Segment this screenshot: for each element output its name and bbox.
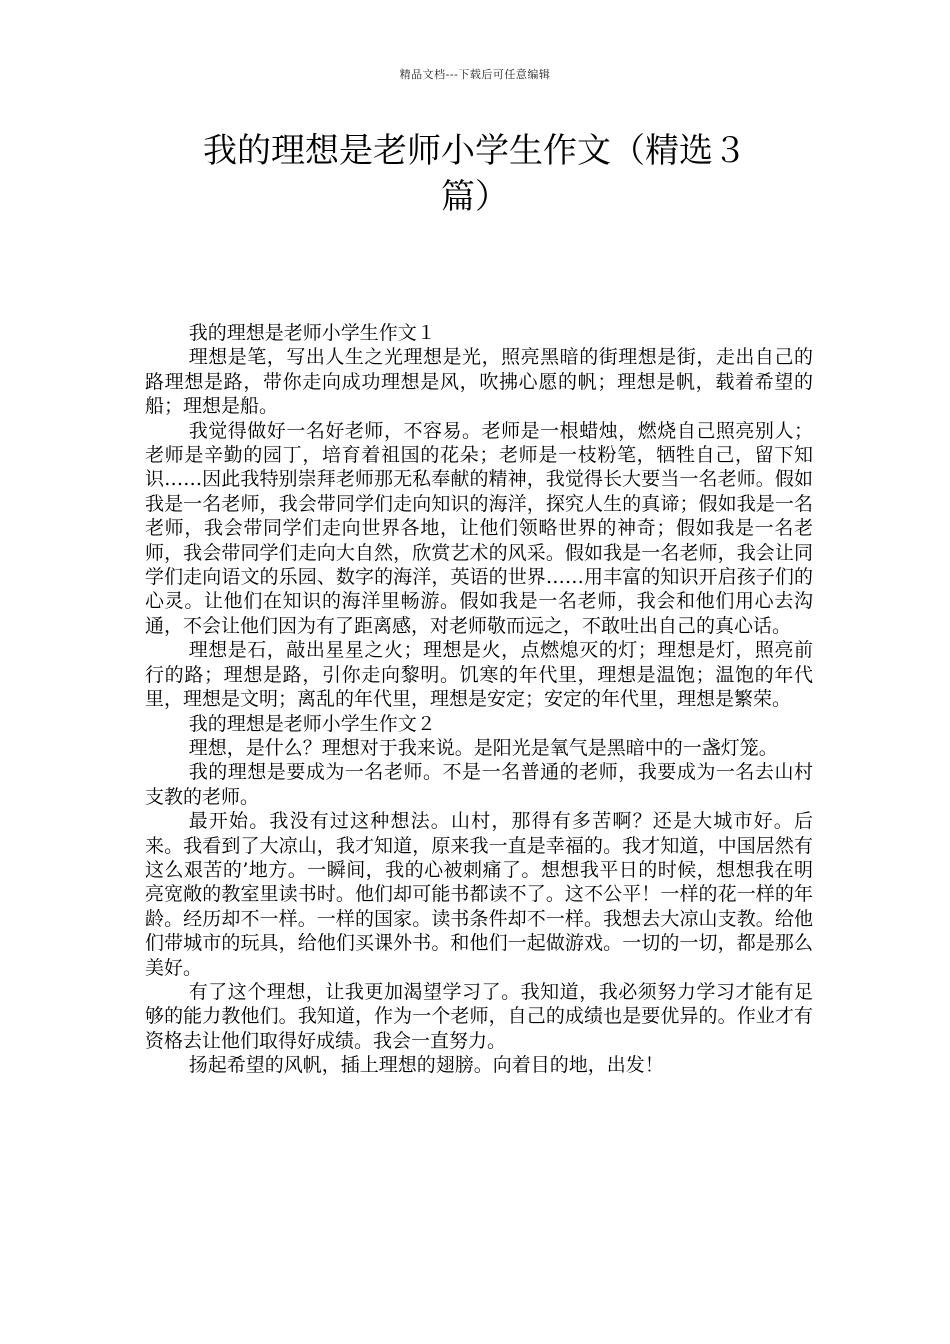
paragraph: 理想是笔，写出人生之光理想是光，照亮黑暗的街理想是街，走出自己的路理想是路，带你走向成功理想是风，吹拂心愿的帆；理想是帆，载着希望的船；理想是船。 <box>145 346 813 418</box>
paragraph: 理想是石，敲出星星之火；理想是火，点燃熄灭的灯；理想是灯，照亮前行的路；理想是路，引你走向黎明。饥寒的年代里，理想是温饱；温饱的年代里，理想是文明；离乱的年代里，理想是安定；安定的年代里，理想是繁荣。 <box>145 639 813 711</box>
title-line-2: 篇） <box>441 177 509 217</box>
document-title <box>150 128 800 220</box>
title-line-1: 我的理想是老师小学生作文（精选３ <box>203 131 747 171</box>
paragraph: 扬起希望的风帆，插上理想的翅膀。向着目的地，出发！ <box>188 1054 664 1077</box>
paragraph: 我的理想是要成为一名老师。不是一名普通的老师，我要成为一名去山村支教的老师。 <box>145 761 813 808</box>
paragraph: 理想，是什么？理想对于我来说。是阳光是氧气是黑暗中的一盏灯笼。 <box>188 736 778 759</box>
essay-heading-1: 我的理想是老师小学生作文１ <box>188 322 436 344</box>
essay-heading-2: 我的理想是老师小学生作文２ <box>188 712 436 735</box>
article-body <box>145 321 813 1078</box>
paragraph: 最开始。我没有过这种想法。山村，那得有多苦啊？还是大城市好。后来。我看到了大凉山，我才知道，原来我一直是幸福的。我才知道，中国居然有这么艰苦的’地方。一瞬间，我的心被刺痛了。想想我平日的时候，想想我在明亮宽敞的教室里读书时。他们却可能书都读不了。这不公平！一样的花一样的年龄。经历却不一样。一样的国家。读书条件却不一样。我想去大凉山支教。给他们带城市的玩具，给他们买课外书。和他们一起做游戏。一切的一切，都是那么美好。 <box>145 810 813 979</box>
paragraph: 我觉得做好一名好老师，不容易。老师是一根蜡烛，燃烧自己照亮别人；老师是辛勤的园丁，培育着祖国的花朵；老师是一枝粉笔，牺牲自己，留下知识……因此我特别崇拜老师那无私奉献的精神，我觉得长大要当一名老师。假如我是一名老师，我会带同学们走向知识的海洋，探究人生的真谛；假如我是一名老师，我会带同学们走向世界各地，让他们领略世界的神奇；假如我是一名老师，我会带同学们走向大自然，欣赏艺术的风采。假如我是一名老师，我会让同学们走向语文的乐园、数字的海洋，英语的世界……用丰富的知识开启孩子们的心灵。让他们在知识的海洋里畅游。假如我是一名老师，我会和他们用心去沟通，不会让他们因为有了距离感，对老师敬而远之，不敢吐出自己的真心话。 <box>145 419 813 637</box>
page-header: 精品文档---下载后可任意编辑 <box>399 68 551 81</box>
paragraph: 有了这个理想，让我更加渴望学习了。我知道，我必须努力学习才能有足够的能力教他们。我知道，作为一个老师，自己的成绩也是要优异的。作业才有资格去让他们取得好成绩。我会一直努力。 <box>145 980 813 1052</box>
